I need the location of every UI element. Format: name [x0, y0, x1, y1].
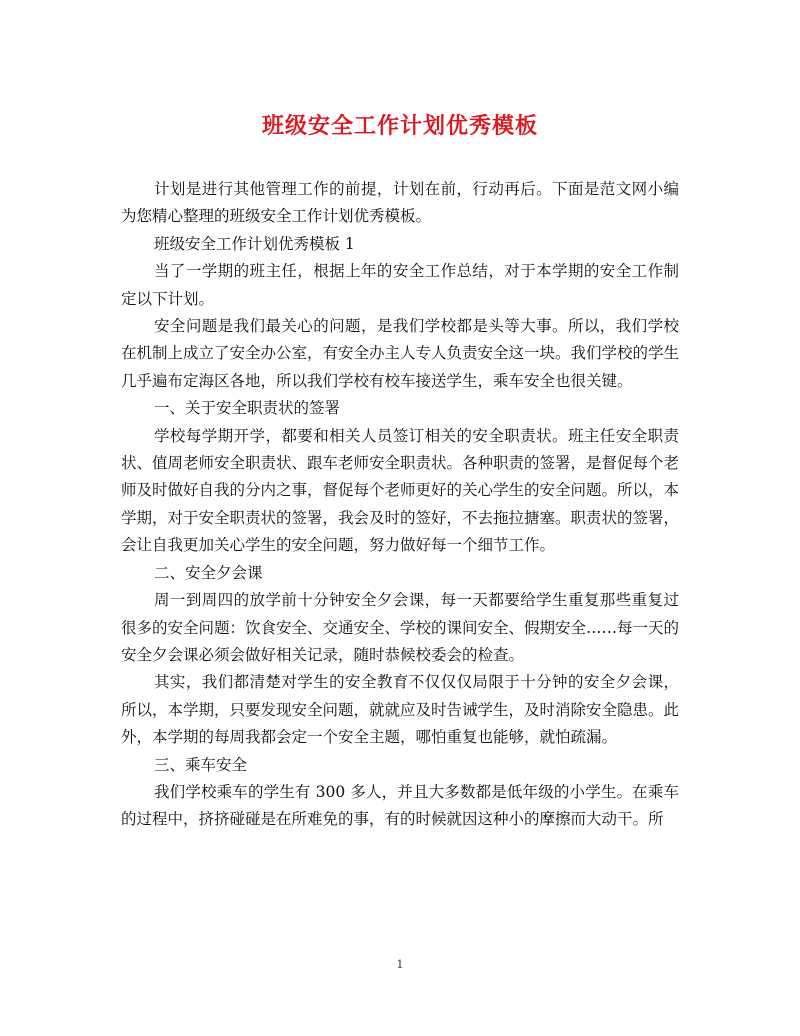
- template-heading: 班级安全工作计划优秀模板 1: [154, 234, 355, 253]
- document-title: 班级安全工作计划优秀模板: [261, 113, 538, 139]
- document-body: [121, 176, 679, 834]
- section-heading-responsibility: 一、关于安全职责状的签署: [154, 399, 341, 418]
- responsibility-paragraph: 学校每学期开学，都要和相关人员签订相关的安全职责状。班主任安全职责状、值周老师安全职责状、跟车老师安全职责状。各种职责的签署，是督促每个老师及时做好自我的分内之事，督促每个老师更好的关心学生的安全问题。所以，本学期，对于安全职责状的签署，我会及时的签好，不去拖拉搪塞。职责状的签署，会让自我更加关心学生的安全问题，努力做好每一个细节工作。: [121, 426, 680, 555]
- safety-education-paragraph: 其实，我们都清楚对学生的安全教育不仅仅仅局限于十分钟的安全夕会课，所以，本学期，只要发现安全问题，就就应及时告诫学生，及时消除安全隐患。此外，本学期的每周我都会定一个安全主题，哪怕重复也能够，就怕疏漏。: [121, 673, 680, 747]
- page-number: 1: [396, 958, 404, 971]
- safety-importance-paragraph: 安全问题是我们最关心的问题，是我们学校都是头等大事。所以，我们学校在机制上成立了安全办公室，有安全办主人专人负责安全这一块。我们学校的学生几乎遍布定海区各地，所以我们学校有校车接送学生，乘车安全也很关键。: [121, 317, 680, 390]
- evening-class-paragraph: 周一到周四的放学前十分钟安全夕会课，每一天都要给学生重复那些重复过很多的安全问题：饮食安全、交通安全、学校的课间安全、假期安全……每一天的安全夕会课必须会做好相关记录，随时恭候校委会的检查。: [121, 591, 680, 664]
- bus-safety-paragraph: 我们学校乘车的学生有 300 多人，并且大多数都是低年级的小学生。在乘车的过程中，挤挤碰碰是在所难免的事，有的时候就因这种小的摩擦而大动干。所: [121, 782, 679, 829]
- section-heading-bus-safety: 三、乘车安全: [154, 755, 248, 774]
- intro-paragraph: 计划是进行其他管理工作的前提，计划在前，行动再后。下面是范文网小编为您精心整理的班级安全工作计划优秀模板。: [121, 180, 679, 226]
- plan-intro-paragraph: 当了一学期的班主任，根据上年的安全工作总结，对于本学期的安全工作制定以下计划。: [121, 262, 679, 308]
- section-heading-evening-class: 二、安全夕会课: [154, 563, 263, 582]
